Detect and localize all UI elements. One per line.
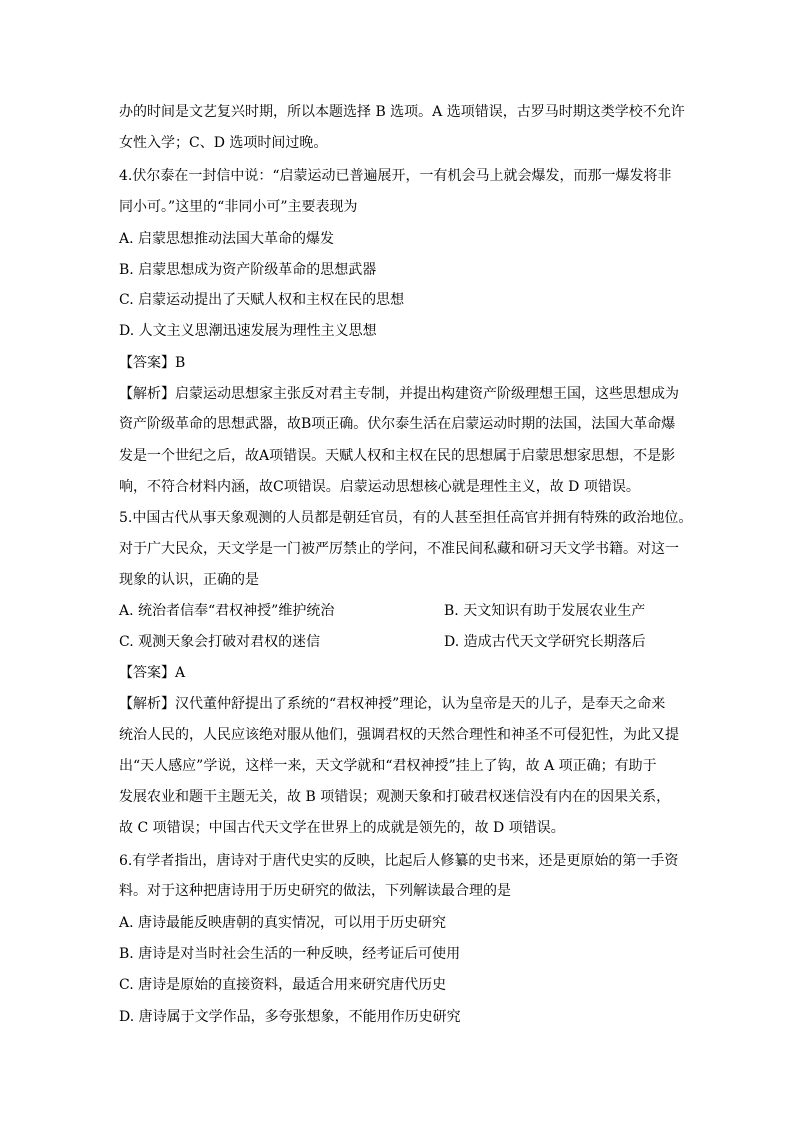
option-c: C. 唐诗是原始的直接资料，最适合用来研究唐代历史: [119, 977, 447, 993]
analysis-line: 发是一个世纪之后，故A项错误。天赋人权和主权在民的思想属于启蒙思想家思想，不是影: [119, 448, 676, 464]
analysis-line: 发展农业和题干主题无关，故 B 项错误；观测天象和打破君权迷信没有内在的因果关系，: [119, 789, 671, 805]
option-c: C. 观测天象会打破对君权的迷信: [119, 634, 321, 650]
analysis-line: 【解析】启蒙运动思想家主张反对君主专制，并提出构建资产阶级理想王国，这些思想成为: [119, 386, 679, 402]
text-line: 办的时间是文艺复兴时期，所以本题选择 B 选项。A 选项错误，古罗马时期这类学校不允许: [119, 104, 685, 120]
text-line: 女性入学；C、D 选项时间过晚。: [119, 135, 328, 151]
question-4-stem: 4.伏尔泰在一封信中说：“启蒙运动已普遍展开，一有机会马上就会爆发，而那一爆发将非: [119, 168, 672, 184]
question-5-stem: 对于广大民众，天文学是一门被严厉禁止的学问，不准民间私藏和研习天文学书籍。对这一: [119, 541, 679, 557]
analysis-line: 故 C 项错误；中国古代天文学在世界上的成就是领先的，故 D 项错误。: [119, 820, 565, 836]
option-b: B. 启蒙思想成为资产阶级革命的思想武器: [119, 262, 377, 278]
analysis-line: 资产阶级革命的思想武器，故B项正确。伏尔泰生活在启蒙运动时期的法国，法国大革命爆: [119, 416, 676, 432]
analysis-line: 【解析】汉代董仲舒提出了系统的“君权神授”理论，认为皇帝是天的儿子，是奉天之命来: [119, 696, 666, 712]
option-a: A. 统治者信奉“君权神授”维护统治: [119, 603, 335, 619]
option-c: C. 启蒙运动提出了天赋人权和主权在民的思想: [119, 292, 405, 308]
answer-line: 【答案】A: [119, 665, 186, 681]
analysis-line: 统治人民的，人民应该绝对服从他们，强调君权的天然合理性和神圣不可侵犯性，为此又提: [119, 727, 679, 743]
question-5-stem: 现象的认识，正确的是: [119, 572, 259, 588]
answer-line: 【答案】B: [119, 355, 186, 371]
option-d: D. 造成古代天文学研究长期落后: [444, 634, 646, 650]
option-a: A. 启蒙思想推动法国大革命的爆发: [119, 231, 335, 247]
option-b: B. 天文知识有助于发展农业生产: [444, 603, 646, 619]
question-6-stem: 6.有学者指出，唐诗对于唐代史实的反映，比起后人修纂的史书来，还是更原始的第一手资: [119, 853, 679, 869]
analysis-line: 出“天人感应”学说，这样一来，天文学就和“君权神授”挂上了钩，故 A 项正确；有助于: [119, 758, 657, 774]
option-d: D. 人文主义思潮迅速发展为理性主义思想: [119, 323, 377, 339]
question-6-stem: 料。对于这种把唐诗用于历史研究的做法，下列解读最合理的是: [119, 883, 511, 899]
option-b: B. 唐诗是对当时社会生活的一种反映，经考证后可使用: [119, 946, 461, 962]
question-4-stem: 同小可。”这里的“非同小可”主要表现为: [119, 199, 358, 215]
option-a: A. 唐诗最能反映唐朝的真实情况，可以用于历史研究: [119, 915, 447, 931]
option-d: D. 唐诗属于文学作品，多夸张想象，不能用作历史研究: [119, 1009, 461, 1025]
analysis-line: 响，不符合材料内涵，故C项错误。启蒙运动思想核心就是理性主义，故 D 项错误。: [119, 479, 640, 495]
question-5-stem: 5.中国古代从事天象观测的人员都是朝廷官员，有的人甚至担任高官并拥有特殊的政治地位。: [119, 510, 693, 526]
